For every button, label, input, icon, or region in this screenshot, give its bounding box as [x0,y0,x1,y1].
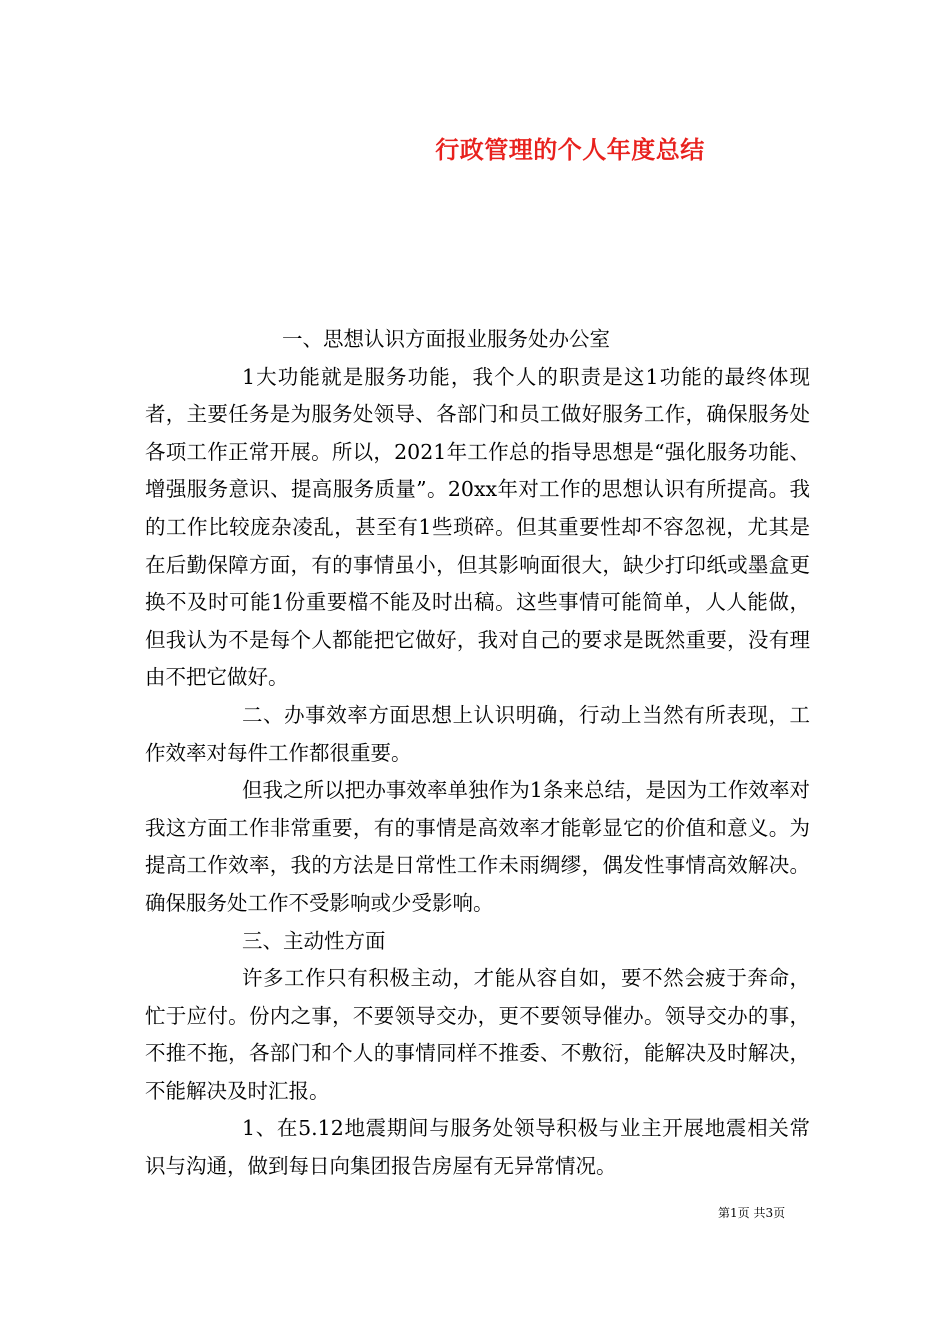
paragraph-heading-1: 一、思想认识方面报业服务处办公室 [282,327,610,351]
paragraph: 1、在5.12地震期间与服务处领导积极与业主开展地震相关常识与沟通，做到每日向集团报告房屋有无异常情况。 [145,1116,810,1179]
paragraph: 许多工作只有积极主动，才能从容自如，要不然会疲于奔命，忙于应付。份内之事，不要领导交办，更不要领导催办。领导交办的事，不推不拖，各部门和个人的事情同样不推委、不敷衍，能解决及时解决，不能解决及时汇报。 [145,966,810,1103]
document-title: 行政管理的个人年度总结 [435,135,705,164]
paragraph-heading-3: 三、主动性方面 [242,928,386,953]
paragraph: 但我之所以把办事效率单独作为1条来总结，是因为工作效率对我这方面工作非常重要，有的事情是高效率才能彰显它的价值和意义。为提高工作效率，我的方法是日常性工作未雨绸缪，偶发性事情高效解决。确保服务处工作不受影响或少受影响。 [145,778,810,915]
paragraph: 1大功能就是服务功能，我个人的职责是这1功能的最终体现者，主要任务是为服务处领导、各部门和员工做好服务工作，确保服务处各项工作正常开展。所以，2021年工作总的指导思想是“强化服务功能、增强服务意识、提高服务质量”。20xx年对工作的思想认识有所提高。我的工作比较庞杂凌乱，甚至有1些琐碎。但其重要性却不容忽视，尤其是在后勤保障方面，有的事情虽小，但其影响面很大，缺少打印纸或墨盒更换不及时可能1份重要檔不能及时出稿。这些事情可能简单，人人能做，但我认为不是每个人都能把它做好，我对自己的要求是既然重要，没有理由不把它做好。 [145,364,810,690]
paragraph-heading-2: 二、办事效率方面思想上认识明确，行动上当然有所表现，工作效率对每件工作都很重要。 [145,702,810,765]
document-body [145,321,810,1186]
page-number: 第1页 共3页 [718,1206,786,1220]
